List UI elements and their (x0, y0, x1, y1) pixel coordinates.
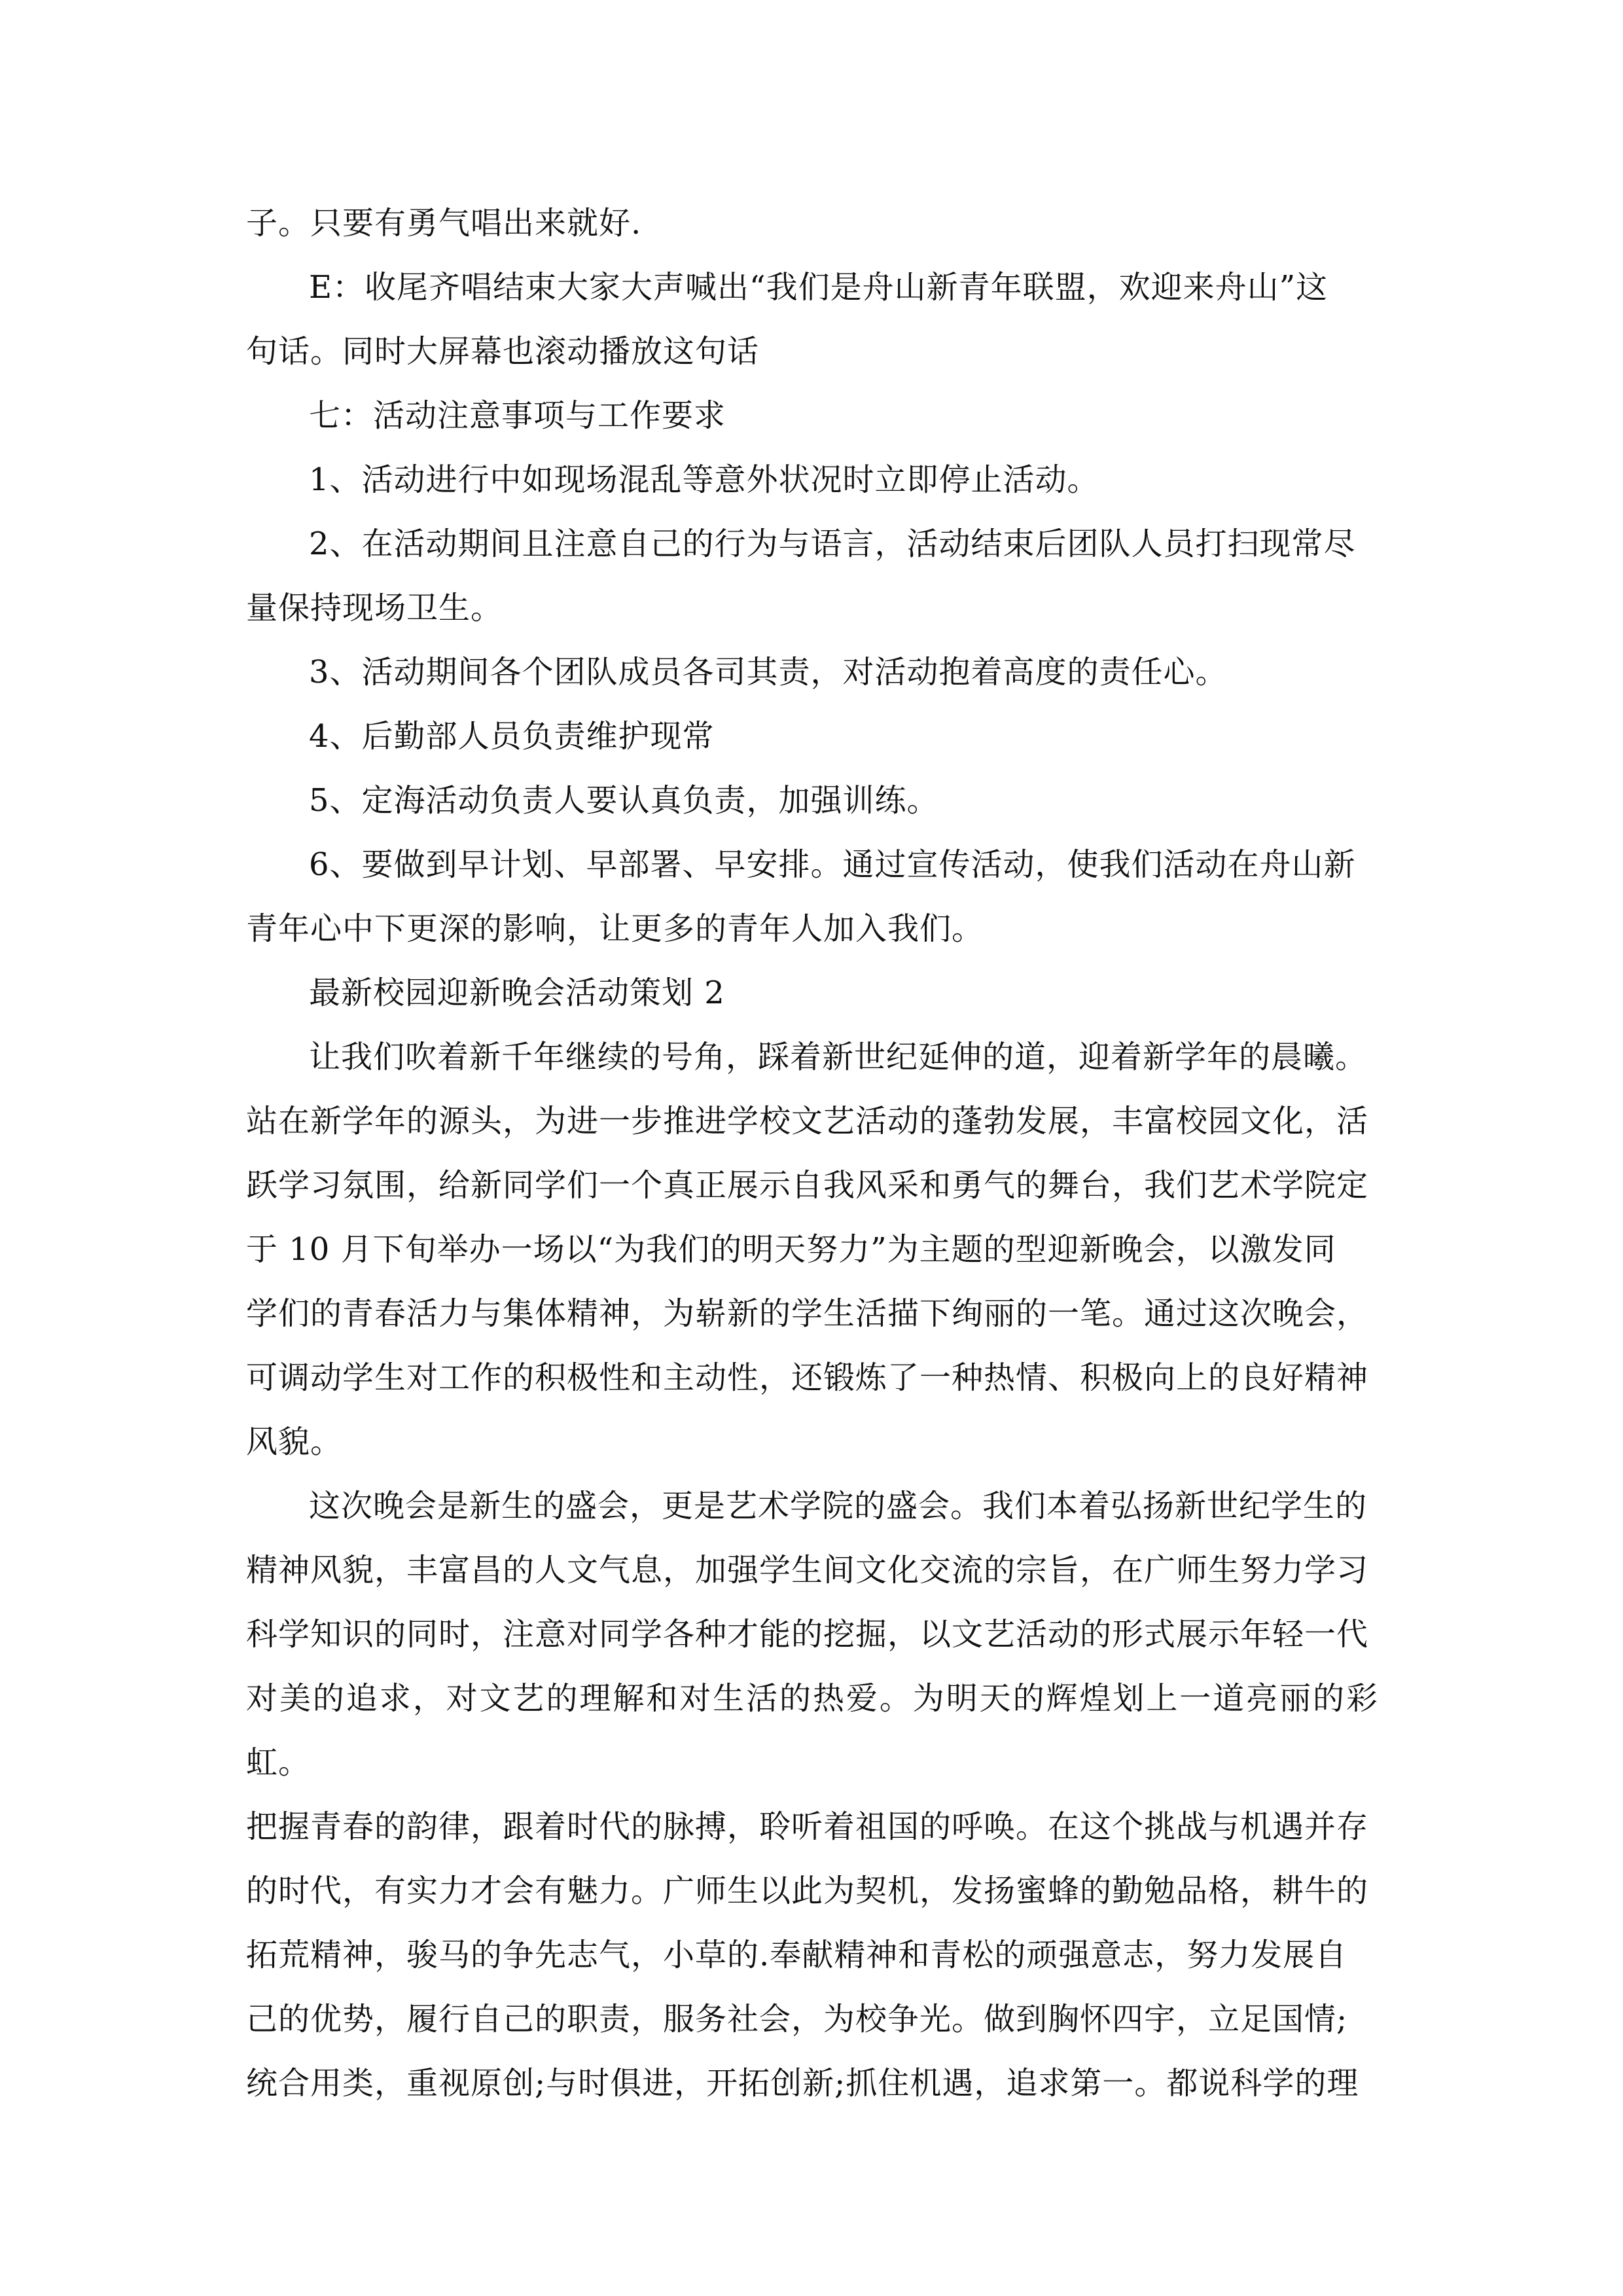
list-item (246, 512, 1378, 640)
text-line: 子。只要有勇气唱出来就好. (246, 205, 642, 242)
text-line: 七：活动注意事项与工作要求 (309, 397, 726, 434)
text-line: 的时代，有实力才会有魅力。广师生以此为契机，发扬蜜蜂的勤勉品格，耕牛的 (246, 1873, 1369, 1909)
list-item (246, 448, 1378, 512)
text-line: 科学知识的同时，注意对同学各种才能的挖掘，以文艺活动的形式展示年轻一代 (246, 1616, 1369, 1653)
text-line: 句话。同时大屏幕也滚动播放这句话 (246, 333, 760, 370)
text-line: 于 10 月下旬举办一场以“为我们的明天努力”为主题的型迎新晚会，以激发同 (246, 1231, 1336, 1268)
text-line: 青年心中下更深的影响，让更多的青年人加入我们。 (246, 910, 984, 947)
list-item (246, 640, 1378, 704)
text-line: 可调动学生对工作的积极性和主动性，还锻炼了一种热情、积极向上的良好精神 (246, 1359, 1369, 1396)
text-line: 统合用类，重视原创;与时俱进，开拓创新;抓住机遇，追求第一。都说科学的理 (246, 2065, 1359, 2102)
list-item (246, 704, 1378, 768)
text-line: 最新校园迎新晚会活动策划 2 (309, 975, 725, 1011)
text-line: 风貌。 (246, 1424, 343, 1460)
text-line: 把握青春的韵律，跟着时代的脉搏，聆听着祖国的呼唤。在这个挑战与机遇并存 (246, 1808, 1369, 1845)
text-line: E：收尾齐唱结束大家大声喊出“我们是舟山新青年联盟，欢迎来舟山”这 (309, 269, 1329, 306)
text-line: 4、后勤部人员负责维护现常 (309, 718, 715, 755)
text-line: 2、在活动期间且注意自己的行为与语言，活动结束后团队人员打扫现常尽 (309, 526, 1356, 562)
paragraph (246, 1474, 1378, 2115)
list-item (246, 833, 1378, 961)
text-line: 这次晚会是新生的盛会，更是艺术学院的盛会。我们本着弘扬新世纪学生的 (309, 1488, 1368, 1524)
document-title (246, 961, 1378, 1025)
text-line: 学们的青春活力与集体精神，为崭新的学生活描下绚丽的一笔。通过这次晚会， (246, 1295, 1369, 1332)
text-line: 拓荒精神，骏马的争先志气，小草的.奉献精神和青松的顽强意志，努力发展自 (246, 1937, 1347, 1973)
text-line: 让我们吹着新千年继续的号角，踩着新世纪延伸的道，迎着新学年的晨曦。 (309, 1039, 1368, 1075)
paragraph (246, 191, 1378, 255)
text-line: 跃学习氛围，给新同学们一个真正展示自我风采和勇气的舞台，我们艺术学院定 (246, 1167, 1369, 1204)
text-line: 站在新学年的源头，为进一步推进学校文艺活动的蓬勃发展，丰富校园文化，活 (246, 1103, 1369, 1139)
paragraph (246, 1025, 1378, 1474)
text-line: 6、要做到早计划、早部署、早安排。通过宣传活动，使我们活动在舟山新 (309, 846, 1356, 883)
section-heading (246, 384, 1378, 448)
document-body (246, 191, 1378, 2115)
paragraph (246, 255, 1378, 384)
text-line: 对美的追求，对文艺的理解和对生活的热爱。为明天的辉煌划上一道亮丽的彩虹。 (246, 1680, 1378, 1781)
text-line: 1、活动进行中如现场混乱等意外状况时立即停止活动。 (309, 461, 1099, 498)
text-line: 量保持现场卫生。 (246, 590, 503, 626)
text-line: 精神风貌，丰富昌的人文气息，加强学生间文化交流的宗旨，在广师生努力学习 (246, 1552, 1369, 1588)
text-line: 己的优势，履行自己的职责，服务社会，为校争光。做到胸怀四宇，立足国情; (246, 2001, 1348, 2037)
text-line: 3、活动期间各个团队成员各司其责，对活动抱着高度的责任心。 (309, 654, 1228, 691)
text-line: 5、定海活动负责人要认真负责，加强训练。 (309, 782, 939, 819)
list-item (246, 768, 1378, 833)
